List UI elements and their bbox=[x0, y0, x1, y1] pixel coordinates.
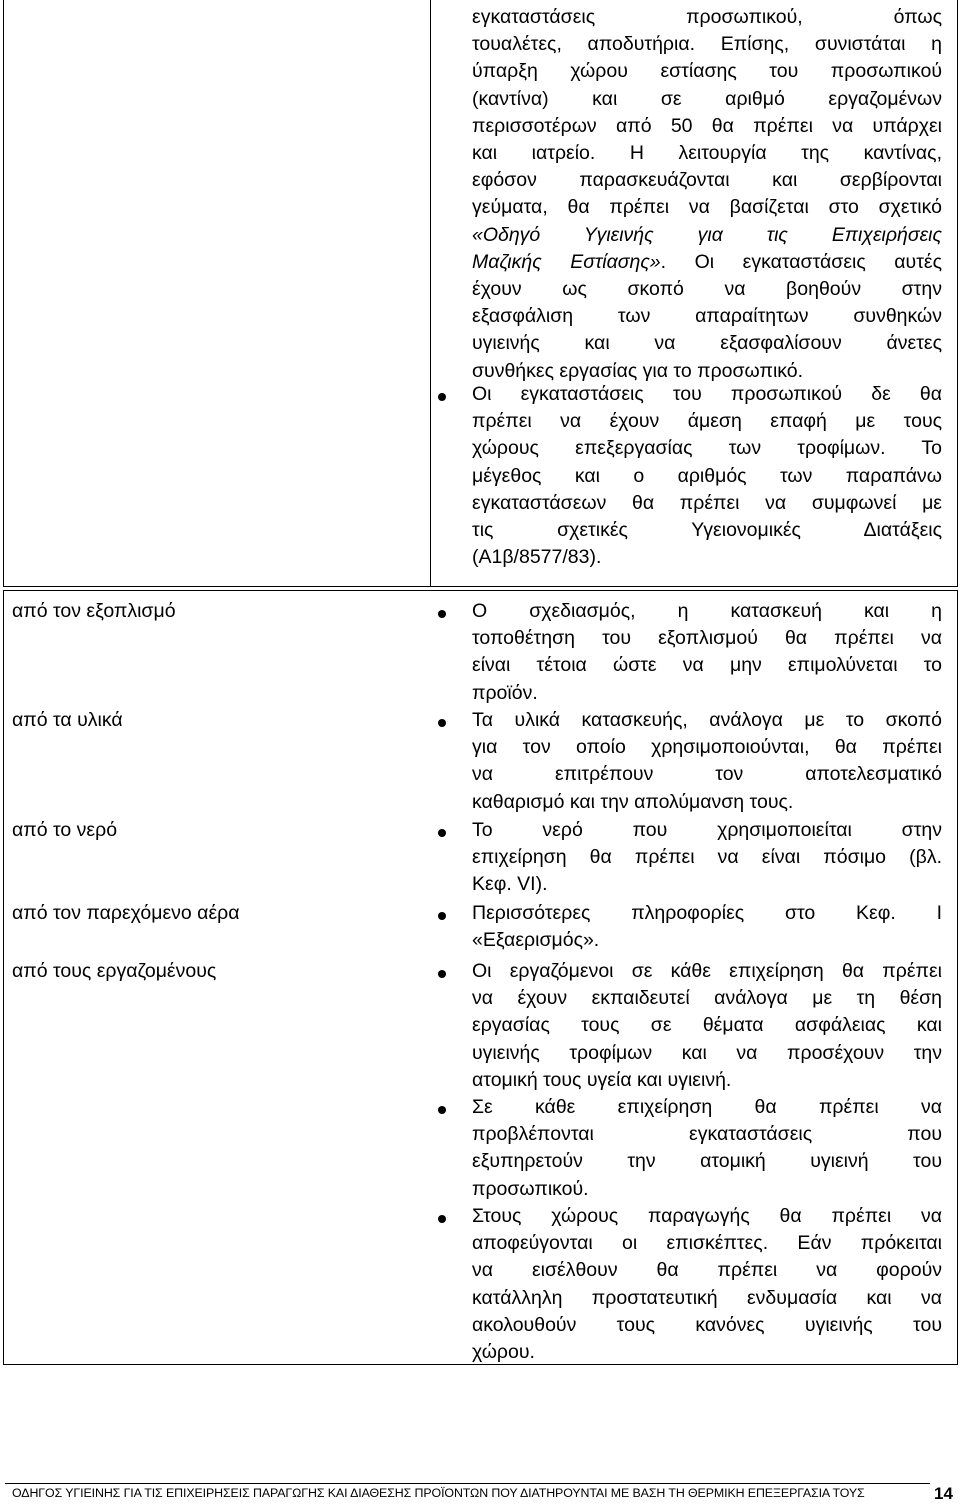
text-line: Οι εργαζόμενοι σε κάθε επιχείρηση θα πρέπει bbox=[472, 960, 942, 982]
bullet-icon bbox=[438, 912, 446, 920]
text-line: προβλέπονται εγκαταστάσεις που bbox=[472, 1123, 942, 1146]
text-line: προσωπικού. bbox=[472, 1177, 589, 1200]
text-line: αποφεύγονται οι επισκέπτες. Εάν πρόκειται bbox=[472, 1232, 942, 1255]
text-line: (Α1β/8577/83). bbox=[472, 546, 602, 569]
text-line: υγιεινής και να εξασφαλίσουν άνετες bbox=[472, 332, 942, 355]
text-line: εγκαταστάσεις προσωπικού, όπως bbox=[472, 6, 942, 28]
text-line: περισσοτέρων από 50 θα πρέπει να υπάρχει bbox=[472, 114, 942, 137]
text-line: ύπαρξη χώρου εστίασης του προσωπικού bbox=[472, 60, 942, 83]
text-fragment: . Οι εγκαταστάσεις αυτές bbox=[660, 250, 942, 273]
bullet-icon bbox=[438, 719, 446, 727]
text-line: καθαρισμό και την απολύμανση τους. bbox=[472, 790, 794, 813]
text-line: εργασίας τους σε θέματα ασφάλειας και bbox=[472, 1014, 942, 1037]
text-line: και ιατρείο. Η λειτουργία της καντίνας, bbox=[472, 142, 942, 165]
bullet-icon bbox=[438, 829, 446, 837]
column-divider bbox=[430, 0, 431, 586]
text-line: Τα υλικά κατασκευής, ανάλογα με το σκοπό bbox=[472, 709, 942, 731]
text-line: να επιτρέπουν τον αποτελεσματικό bbox=[472, 763, 942, 786]
text-line: (καντίνα) και σε αριθμό εργαζομένων bbox=[472, 87, 942, 110]
text-line bbox=[472, 249, 942, 276]
text-line: είναι τέτοια ώστε να μην επιμολύνεται το bbox=[472, 654, 942, 677]
text-line: να εισέλθουν θα πρέπει να φορούν bbox=[472, 1259, 942, 1282]
row-text-workers bbox=[472, 958, 942, 1094]
text-line: χώρους επεξεργασίας των τροφίμων. Το bbox=[472, 437, 942, 460]
text-line: μέγεθος και ο αριθμός των παραπάνω bbox=[472, 464, 942, 487]
italic-fragment: Μαζικής Εστίασης» bbox=[472, 250, 661, 273]
extra-bullet-text bbox=[472, 1203, 942, 1366]
top-bullet-text bbox=[472, 381, 942, 571]
text-line: ατομική τους υγεία και υγιεινή. bbox=[472, 1068, 732, 1091]
row-text-air bbox=[472, 900, 942, 954]
text-line: κατάλληλη προστατευτική ενδυμασία και να bbox=[472, 1286, 942, 1309]
text-line: «Εξαερισμός». bbox=[472, 929, 600, 952]
text-line: γεύματα, θα πρέπει να βασίζεται στο σχετικό bbox=[472, 196, 942, 219]
row-text-water bbox=[472, 817, 942, 899]
page-number: 14 bbox=[934, 1484, 953, 1503]
extra-bullet-text bbox=[472, 1094, 942, 1203]
text-line: υγιεινής τροφίμων και να προσέχουν την bbox=[472, 1041, 942, 1064]
top-paragraph bbox=[472, 4, 942, 385]
footer-title: ΟΔΗΓΟΣ ΥΓΙΕΙΝΗΣ ΓΙΑ ΤΙΣ ΕΠΙΧΕΙΡΗΣΕΙΣ ΠΑΡΑΓΩΓΗΣ ΚΑΙ ΔΙΑΘΕΣΗΣ ΠΡΟΪΟΝΤΩΝ ΠΟΥ ΔΙΑΤΗΡΟΥΝΤΑΙ ΜΕ ΒΑΣΗ ΤΗ ΘΕΡΜΙΚΗ ΕΠΕΞΕΡΓΑΣΙΑ ΤΟΥΣ bbox=[12, 1486, 865, 1500]
text-line: να έχουν εκπαιδευτεί ανάλογα με τη θέση bbox=[472, 987, 942, 1010]
bullet-icon bbox=[438, 1106, 446, 1114]
text-line: προϊόν. bbox=[472, 681, 538, 704]
bullet-icon bbox=[438, 1215, 446, 1223]
text-line: Κεφ. VI). bbox=[472, 873, 548, 896]
text-line: έχουν ως σκοπό να βοηθούν στην bbox=[472, 278, 942, 301]
text-line: χώρου. bbox=[472, 1341, 535, 1364]
text-line: εξυπηρετούν την ατομική υγιεινή του bbox=[472, 1150, 942, 1173]
text-line: Σε κάθε επιχείρηση θα πρέπει να bbox=[472, 1096, 942, 1118]
text-line: για τον οποίο χρησιμοποιούνται, θα πρέπει bbox=[472, 736, 942, 759]
text-line: Οι εγκαταστάσεις του προσωπικού δε θα bbox=[472, 383, 942, 405]
text-line: Στους χώρους παραγωγής θα πρέπει να bbox=[472, 1205, 942, 1227]
row-label-water: από το νερό bbox=[12, 819, 118, 841]
text-line: πρέπει να έχουν άμεση επαφή με τους bbox=[472, 410, 942, 433]
text-line: «Οδηγό Υγιεινής για τις Επιχειρήσεις bbox=[472, 223, 942, 246]
bullet-icon bbox=[438, 393, 446, 401]
text-line: συνθήκες εργασίας για το προσωπικό. bbox=[472, 359, 804, 382]
text-line: τουαλέτες, αποδυτήρια. Επίσης, συνιστάται η bbox=[472, 33, 942, 56]
row-text-materials bbox=[472, 707, 942, 816]
text-line: επιχείρηση θα πρέπει να είναι πόσιμο (βλ. bbox=[472, 846, 942, 869]
text-line: ακολουθούν τους κανόνες υγιεινής του bbox=[472, 1313, 942, 1336]
text-line: εγκαταστάσεων θα πρέπει να συμφωνεί με bbox=[472, 491, 942, 514]
text-line: Ο σχεδιασμός, η κατασκευή και η bbox=[472, 600, 942, 622]
text-line: Το νερό που χρησιμοποιείται στην bbox=[472, 819, 942, 841]
bullet-icon bbox=[438, 610, 446, 618]
text-line: εφόσον παρασκευάζονται και σερβίρονται bbox=[472, 169, 942, 192]
text-line: Περισσότερες πληροφορίες στο Κεφ. I bbox=[472, 902, 942, 924]
text-line: εξασφάλιση των απαραίτητων συνθηκών bbox=[472, 305, 942, 328]
row-label-materials: από τα υλικά bbox=[12, 709, 123, 731]
text-line: τοποθέτηση του εξοπλισμού θα πρέπει να bbox=[472, 627, 942, 650]
footer-rule bbox=[5, 1483, 930, 1484]
row-label-workers: από τους εργαζομένους bbox=[12, 960, 217, 982]
row-label-air: από τον παρεχόμενο αέρα bbox=[12, 902, 240, 924]
row-label-equipment: από τον εξοπλισμό bbox=[12, 600, 176, 622]
bullet-icon bbox=[438, 970, 446, 978]
text-line: τις σχετικές Υγειονομικές Διατάξεις bbox=[472, 519, 942, 542]
row-text-equipment bbox=[472, 598, 942, 707]
